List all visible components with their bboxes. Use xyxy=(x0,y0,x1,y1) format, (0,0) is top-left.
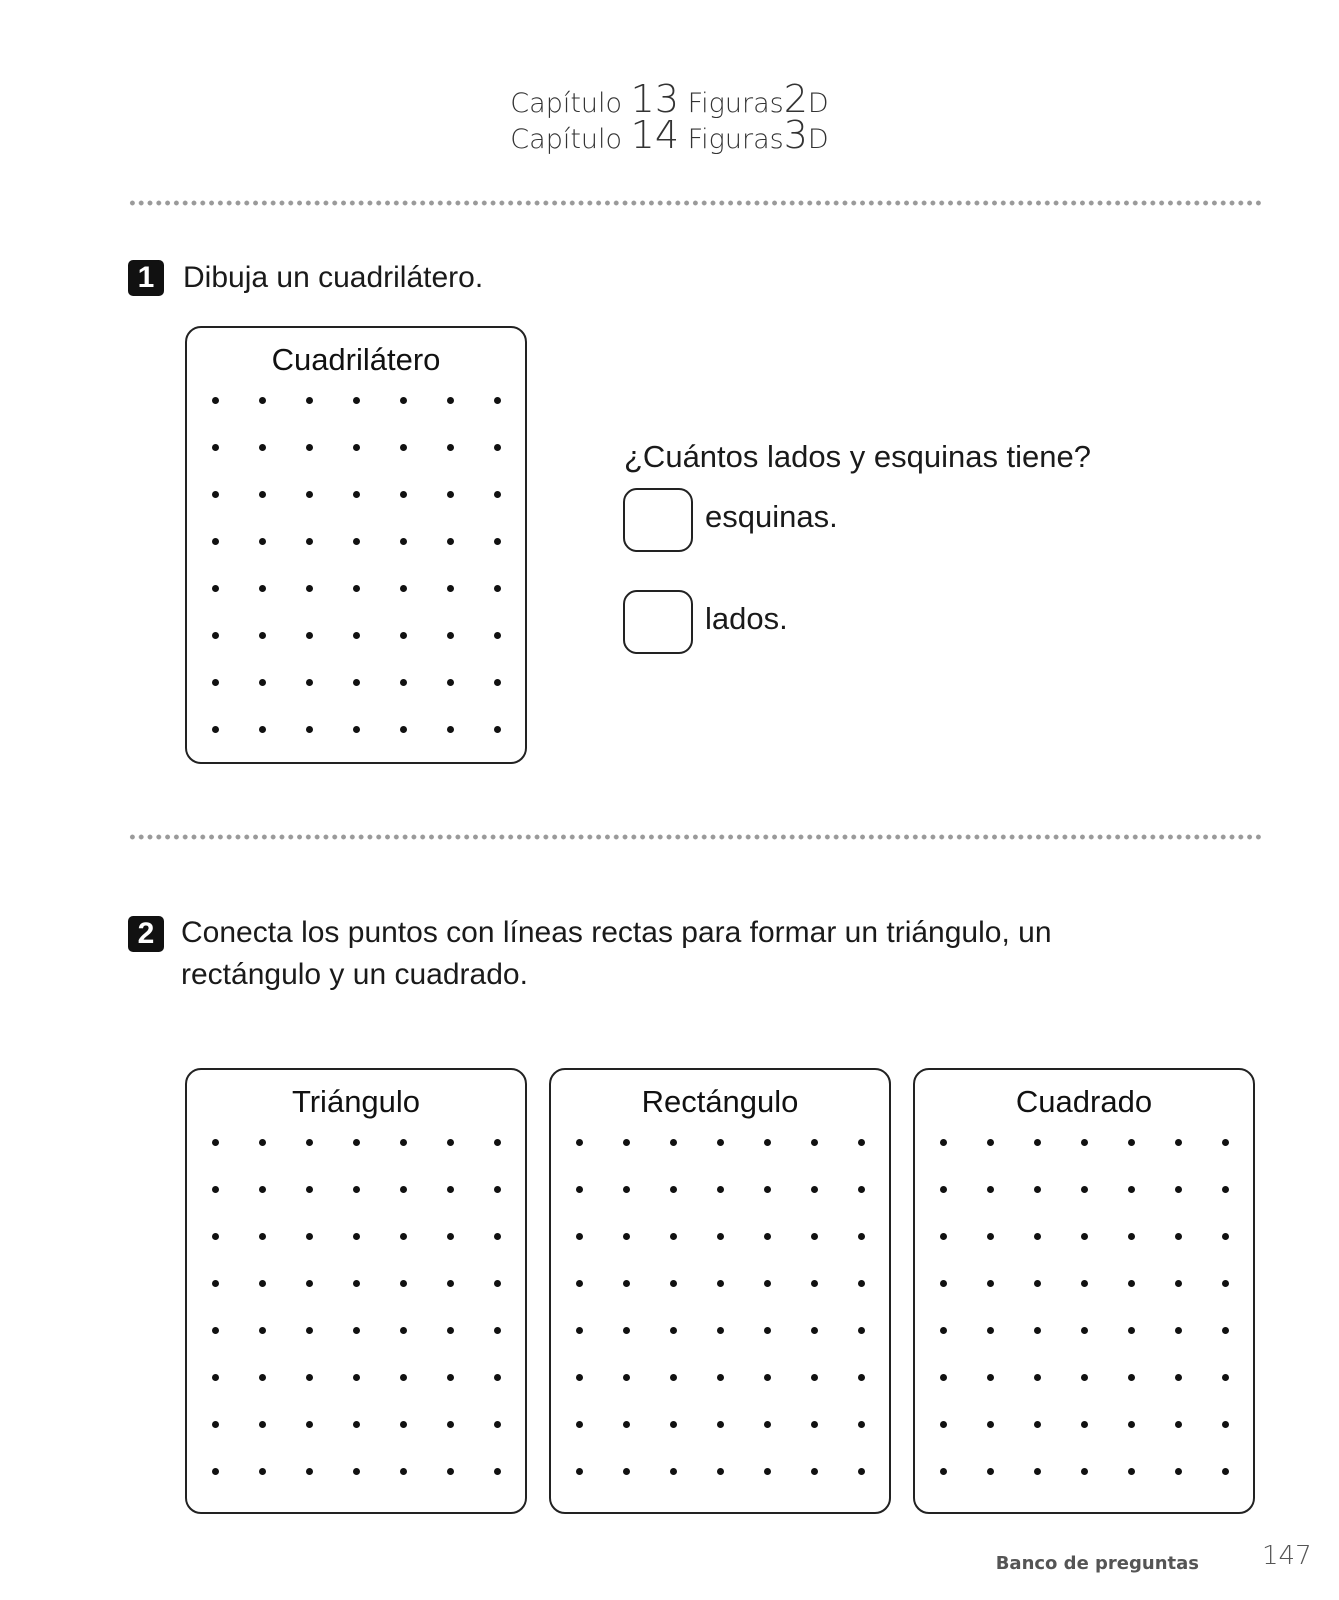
grid-dot[interactable] xyxy=(400,491,407,498)
corners-label: esquinas. xyxy=(705,499,838,534)
grid-dot[interactable] xyxy=(764,1233,771,1240)
grid-dot[interactable] xyxy=(1128,1468,1135,1475)
grid-dot[interactable] xyxy=(576,1327,583,1334)
grid-dot[interactable] xyxy=(811,1233,818,1240)
grid-dot[interactable] xyxy=(259,1280,266,1287)
grid-dot[interactable] xyxy=(259,1421,266,1428)
grid-dot[interactable] xyxy=(400,726,407,733)
grid-dot[interactable] xyxy=(1128,1139,1135,1146)
grid-dot[interactable] xyxy=(212,1327,219,1334)
grid-dot[interactable] xyxy=(1128,1233,1135,1240)
grid-dot[interactable] xyxy=(1175,1374,1182,1381)
grid-dot[interactable] xyxy=(259,538,266,545)
grid-dot[interactable] xyxy=(764,1327,771,1334)
grid-dot[interactable] xyxy=(1081,1468,1088,1475)
grid-dot[interactable] xyxy=(306,1186,313,1193)
grid-dot[interactable] xyxy=(811,1186,818,1193)
grid-dot[interactable] xyxy=(717,1468,724,1475)
grid-dot[interactable] xyxy=(1222,1280,1229,1287)
grid-dot[interactable] xyxy=(259,632,266,639)
chapter-number: 13 xyxy=(630,77,680,121)
grid-dot[interactable] xyxy=(1034,1186,1041,1193)
grid-dot[interactable] xyxy=(400,1468,407,1475)
grid-dot[interactable] xyxy=(670,1421,677,1428)
grid-dot[interactable] xyxy=(212,679,219,686)
grid-dot[interactable] xyxy=(447,1421,454,1428)
grid-dot[interactable] xyxy=(764,1374,771,1381)
grid-dot[interactable] xyxy=(212,632,219,639)
grid-dot[interactable] xyxy=(576,1374,583,1381)
grid-dot[interactable] xyxy=(353,444,360,451)
topic-word: Figuras xyxy=(687,124,784,155)
chapter-heading-14 xyxy=(0,113,1339,157)
grid-dot[interactable] xyxy=(353,397,360,404)
grid-dot[interactable] xyxy=(987,1374,994,1381)
grid-dot[interactable] xyxy=(212,1139,219,1146)
grid-dot[interactable] xyxy=(717,1233,724,1240)
grid-dot[interactable] xyxy=(306,726,313,733)
grid-dot[interactable] xyxy=(987,1139,994,1146)
grid-dot[interactable] xyxy=(1128,1374,1135,1381)
grid-dot[interactable] xyxy=(400,397,407,404)
grid-dot[interactable] xyxy=(212,585,219,592)
grid-dot[interactable] xyxy=(940,1327,947,1334)
grid-dot[interactable] xyxy=(1175,1139,1182,1146)
grid-dot[interactable] xyxy=(259,1374,266,1381)
grid-dot[interactable] xyxy=(1175,1327,1182,1334)
grid-dot[interactable] xyxy=(1034,1374,1041,1381)
grid-dot[interactable] xyxy=(400,632,407,639)
question-number-badge: 1 xyxy=(128,260,164,296)
grid-dot[interactable] xyxy=(447,1327,454,1334)
grid-dot[interactable] xyxy=(717,1280,724,1287)
panel-title: Rectángulo xyxy=(641,1084,799,1119)
grid-dot[interactable] xyxy=(447,397,454,404)
grid-dot[interactable] xyxy=(494,726,501,733)
grid-dot[interactable] xyxy=(494,538,501,545)
question-1-instruction: Dibuja un cuadrilátero. xyxy=(183,261,484,294)
panel-title: Cuadrado xyxy=(1015,1084,1153,1119)
grid-dot[interactable] xyxy=(764,1280,771,1287)
grid-dot[interactable] xyxy=(353,491,360,498)
grid-dot[interactable] xyxy=(764,1139,771,1146)
grid-dot[interactable] xyxy=(717,1374,724,1381)
grid-dot[interactable] xyxy=(353,538,360,545)
section-divider xyxy=(128,200,1261,206)
grid-dot[interactable] xyxy=(623,1374,630,1381)
grid-dot[interactable] xyxy=(717,1186,724,1193)
grid-dot[interactable] xyxy=(1175,1280,1182,1287)
grid-dot[interactable] xyxy=(259,1468,266,1475)
grid-dot[interactable] xyxy=(670,1186,677,1193)
grid-dot[interactable] xyxy=(1128,1280,1135,1287)
grid-dot[interactable] xyxy=(306,585,313,592)
grid-dot[interactable] xyxy=(306,1327,313,1334)
grid-dot[interactable] xyxy=(259,397,266,404)
grid-dot[interactable] xyxy=(1175,1186,1182,1193)
grid-dot[interactable] xyxy=(212,444,219,451)
grid-dot[interactable] xyxy=(447,1186,454,1193)
grid-dot[interactable] xyxy=(811,1421,818,1428)
grid-dot[interactable] xyxy=(259,444,266,451)
square-drawing-panel[interactable] xyxy=(913,1068,1255,1514)
sides-corners-question: ¿Cuántos lados y esquinas tiene? xyxy=(624,439,1092,474)
grid-dot[interactable] xyxy=(1034,1233,1041,1240)
grid-dot[interactable] xyxy=(494,632,501,639)
grid-dot[interactable] xyxy=(1128,1186,1135,1193)
grid-dot[interactable] xyxy=(670,1327,677,1334)
grid-dot[interactable] xyxy=(940,1233,947,1240)
instruction-line: Conecta los puntos con líneas rectas para formar un triángulo, un xyxy=(181,916,1052,949)
grid-dot[interactable] xyxy=(494,1233,501,1240)
grid-dot[interactable] xyxy=(1222,1327,1229,1334)
grid-dot[interactable] xyxy=(1081,1233,1088,1240)
grid-dot[interactable] xyxy=(447,585,454,592)
grid-dot[interactable] xyxy=(1222,1421,1229,1428)
grid-dot[interactable] xyxy=(1081,1139,1088,1146)
instruction-line: rectángulo y un cuadrado. xyxy=(181,958,528,991)
corners-answer-box[interactable] xyxy=(623,488,693,552)
grid-dot[interactable] xyxy=(306,491,313,498)
grid-dot[interactable] xyxy=(670,1468,677,1475)
grid-dot[interactable] xyxy=(306,632,313,639)
quadrilateral-drawing-panel[interactable] xyxy=(185,326,527,764)
grid-dot[interactable] xyxy=(940,1280,947,1287)
grid-dot[interactable] xyxy=(494,491,501,498)
grid-dot[interactable] xyxy=(212,1233,219,1240)
grid-dot[interactable] xyxy=(1081,1186,1088,1193)
grid-dot[interactable] xyxy=(940,1421,947,1428)
topic-number: 2 xyxy=(783,77,808,121)
grid-dot[interactable] xyxy=(494,1374,501,1381)
grid-dot[interactable] xyxy=(353,1233,360,1240)
grid-dot[interactable] xyxy=(940,1374,947,1381)
grid-dot[interactable] xyxy=(494,444,501,451)
grid-dot[interactable] xyxy=(764,1421,771,1428)
grid-dot[interactable] xyxy=(858,1139,865,1146)
grid-dot[interactable] xyxy=(306,397,313,404)
grid-dot[interactable] xyxy=(306,1233,313,1240)
grid-dot[interactable] xyxy=(447,1280,454,1287)
chapter-number: 14 xyxy=(630,113,680,157)
grid-dot[interactable] xyxy=(576,1139,583,1146)
grid-dot[interactable] xyxy=(447,538,454,545)
grid-dot[interactable] xyxy=(858,1186,865,1193)
grid-dot[interactable] xyxy=(811,1280,818,1287)
question-number-badge: 2 xyxy=(128,916,164,952)
grid-dot[interactable] xyxy=(987,1468,994,1475)
grid-dot[interactable] xyxy=(259,1139,266,1146)
grid-dot[interactable] xyxy=(212,1280,219,1287)
grid-dot[interactable] xyxy=(259,1186,266,1193)
grid-dot[interactable] xyxy=(717,1421,724,1428)
sides-label: lados. xyxy=(705,601,788,636)
grid-dot[interactable] xyxy=(576,1186,583,1193)
grid-dot[interactable] xyxy=(1081,1327,1088,1334)
grid-dot[interactable] xyxy=(1222,1374,1229,1381)
topic-suffix: D xyxy=(807,88,829,119)
grid-dot[interactable] xyxy=(212,397,219,404)
footer-section-label: Banco de preguntas xyxy=(995,1553,1199,1574)
grid-dot[interactable] xyxy=(940,1139,947,1146)
grid-dot[interactable] xyxy=(400,1421,407,1428)
grid-dot[interactable] xyxy=(1222,1139,1229,1146)
grid-dot[interactable] xyxy=(447,1233,454,1240)
grid-dot[interactable] xyxy=(400,1139,407,1146)
grid-dot[interactable] xyxy=(623,1186,630,1193)
triangle-drawing-panel[interactable] xyxy=(185,1068,527,1514)
grid-dot[interactable] xyxy=(400,1327,407,1334)
grid-dot[interactable] xyxy=(1128,1327,1135,1334)
grid-dot[interactable] xyxy=(447,632,454,639)
grid-dot[interactable] xyxy=(212,1374,219,1381)
grid-dot[interactable] xyxy=(1222,1468,1229,1475)
grid-dot[interactable] xyxy=(987,1186,994,1193)
topic-number: 3 xyxy=(783,113,808,157)
grid-dot[interactable] xyxy=(306,444,313,451)
grid-dot[interactable] xyxy=(212,1421,219,1428)
grid-dot[interactable] xyxy=(353,726,360,733)
grid-dot[interactable] xyxy=(447,1139,454,1146)
grid-dot[interactable] xyxy=(811,1327,818,1334)
topic-word: Figuras xyxy=(687,88,784,119)
grid-dot[interactable] xyxy=(353,1374,360,1381)
grid-dot[interactable] xyxy=(811,1374,818,1381)
grid-dot[interactable] xyxy=(1034,1139,1041,1146)
grid-dot[interactable] xyxy=(987,1280,994,1287)
grid-dot[interactable] xyxy=(400,679,407,686)
grid-dot[interactable] xyxy=(306,1280,313,1287)
grid-dot[interactable] xyxy=(400,1374,407,1381)
grid-dot[interactable] xyxy=(353,1468,360,1475)
grid-dot[interactable] xyxy=(764,1186,771,1193)
grid-dot[interactable] xyxy=(494,1421,501,1428)
grid-dot[interactable] xyxy=(576,1233,583,1240)
grid-dot[interactable] xyxy=(1034,1280,1041,1287)
grid-dot[interactable] xyxy=(1128,1421,1135,1428)
grid-dot[interactable] xyxy=(764,1468,771,1475)
panel-title: Cuadrilátero xyxy=(271,342,441,377)
rectangle-drawing-panel[interactable] xyxy=(549,1068,891,1514)
grid-dot[interactable] xyxy=(858,1374,865,1381)
grid-dot[interactable] xyxy=(940,1186,947,1193)
grid-dot[interactable] xyxy=(670,1374,677,1381)
grid-dot[interactable] xyxy=(670,1280,677,1287)
grid-dot[interactable] xyxy=(306,1139,313,1146)
grid-dot[interactable] xyxy=(447,491,454,498)
grid-dot[interactable] xyxy=(353,1139,360,1146)
grid-dot[interactable] xyxy=(717,1327,724,1334)
grid-dot[interactable] xyxy=(987,1327,994,1334)
grid-dot[interactable] xyxy=(494,397,501,404)
topic-suffix: D xyxy=(807,124,829,155)
section-divider xyxy=(128,834,1261,840)
grid-dot[interactable] xyxy=(623,1139,630,1146)
grid-dot[interactable] xyxy=(940,1468,947,1475)
grid-dot[interactable] xyxy=(494,1186,501,1193)
grid-dot[interactable] xyxy=(858,1421,865,1428)
grid-dot[interactable] xyxy=(858,1468,865,1475)
grid-dot[interactable] xyxy=(306,1421,313,1428)
grid-dot[interactable] xyxy=(576,1280,583,1287)
chapter-word: Capítulo xyxy=(510,88,623,119)
grid-dot[interactable] xyxy=(400,1233,407,1240)
grid-dot[interactable] xyxy=(623,1233,630,1240)
grid-dot[interactable] xyxy=(447,726,454,733)
grid-dot[interactable] xyxy=(717,1139,724,1146)
grid-dot[interactable] xyxy=(306,1468,313,1475)
grid-dot[interactable] xyxy=(494,1468,501,1475)
grid-dot[interactable] xyxy=(1175,1468,1182,1475)
grid-dot[interactable] xyxy=(623,1327,630,1334)
grid-dot[interactable] xyxy=(987,1421,994,1428)
grid-dot[interactable] xyxy=(447,679,454,686)
grid-dot[interactable] xyxy=(400,444,407,451)
page-number: 147 xyxy=(1262,1541,1312,1571)
grid-dot[interactable] xyxy=(353,585,360,592)
grid-dot[interactable] xyxy=(259,726,266,733)
grid-dot[interactable] xyxy=(353,1280,360,1287)
grid-dot[interactable] xyxy=(353,1186,360,1193)
grid-dot[interactable] xyxy=(670,1233,677,1240)
sides-answer-box[interactable] xyxy=(623,590,693,654)
grid-dot[interactable] xyxy=(1222,1233,1229,1240)
question-2-instruction xyxy=(181,912,1052,996)
grid-dot[interactable] xyxy=(858,1233,865,1240)
grid-dot[interactable] xyxy=(353,679,360,686)
grid-dot[interactable] xyxy=(400,538,407,545)
grid-dot[interactable] xyxy=(212,538,219,545)
grid-dot[interactable] xyxy=(353,632,360,639)
grid-dot[interactable] xyxy=(987,1233,994,1240)
grid-dot[interactable] xyxy=(576,1468,583,1475)
grid-dot[interactable] xyxy=(400,1280,407,1287)
grid-dot[interactable] xyxy=(259,1327,266,1334)
grid-dot[interactable] xyxy=(494,1327,501,1334)
grid-dot[interactable] xyxy=(494,1139,501,1146)
grid-dot[interactable] xyxy=(670,1139,677,1146)
grid-dot[interactable] xyxy=(858,1327,865,1334)
grid-dot[interactable] xyxy=(447,444,454,451)
grid-dot[interactable] xyxy=(212,1468,219,1475)
grid-dot[interactable] xyxy=(576,1421,583,1428)
grid-dot[interactable] xyxy=(212,1186,219,1193)
grid-dot[interactable] xyxy=(306,538,313,545)
grid-dot[interactable] xyxy=(306,1374,313,1381)
grid-dot[interactable] xyxy=(1175,1421,1182,1428)
grid-dot[interactable] xyxy=(353,1327,360,1334)
grid-dot[interactable] xyxy=(447,1468,454,1475)
grid-dot[interactable] xyxy=(1081,1374,1088,1381)
grid-dot[interactable] xyxy=(306,679,313,686)
grid-dot[interactable] xyxy=(494,1280,501,1287)
grid-dot[interactable] xyxy=(1222,1186,1229,1193)
grid-dot[interactable] xyxy=(494,679,501,686)
grid-dot[interactable] xyxy=(259,585,266,592)
grid-dot[interactable] xyxy=(1034,1327,1041,1334)
grid-dot[interactable] xyxy=(811,1139,818,1146)
grid-dot[interactable] xyxy=(1081,1421,1088,1428)
grid-dot[interactable] xyxy=(1034,1421,1041,1428)
grid-dot[interactable] xyxy=(212,491,219,498)
panel-title: Triángulo xyxy=(291,1084,421,1119)
grid-dot[interactable] xyxy=(259,491,266,498)
grid-dot[interactable] xyxy=(259,1233,266,1240)
grid-dot[interactable] xyxy=(353,1421,360,1428)
grid-dot[interactable] xyxy=(811,1468,818,1475)
grid-dot[interactable] xyxy=(623,1468,630,1475)
grid-dot[interactable] xyxy=(259,679,266,686)
grid-dot[interactable] xyxy=(858,1280,865,1287)
grid-dot[interactable] xyxy=(400,585,407,592)
grid-dot[interactable] xyxy=(623,1421,630,1428)
grid-dot[interactable] xyxy=(1081,1280,1088,1287)
grid-dot[interactable] xyxy=(212,726,219,733)
grid-dot[interactable] xyxy=(623,1280,630,1287)
grid-dot[interactable] xyxy=(1175,1233,1182,1240)
chapter-word: Capítulo xyxy=(510,124,623,155)
grid-dot[interactable] xyxy=(1034,1468,1041,1475)
grid-dot[interactable] xyxy=(400,1186,407,1193)
grid-dot[interactable] xyxy=(447,1374,454,1381)
grid-dot[interactable] xyxy=(494,585,501,592)
